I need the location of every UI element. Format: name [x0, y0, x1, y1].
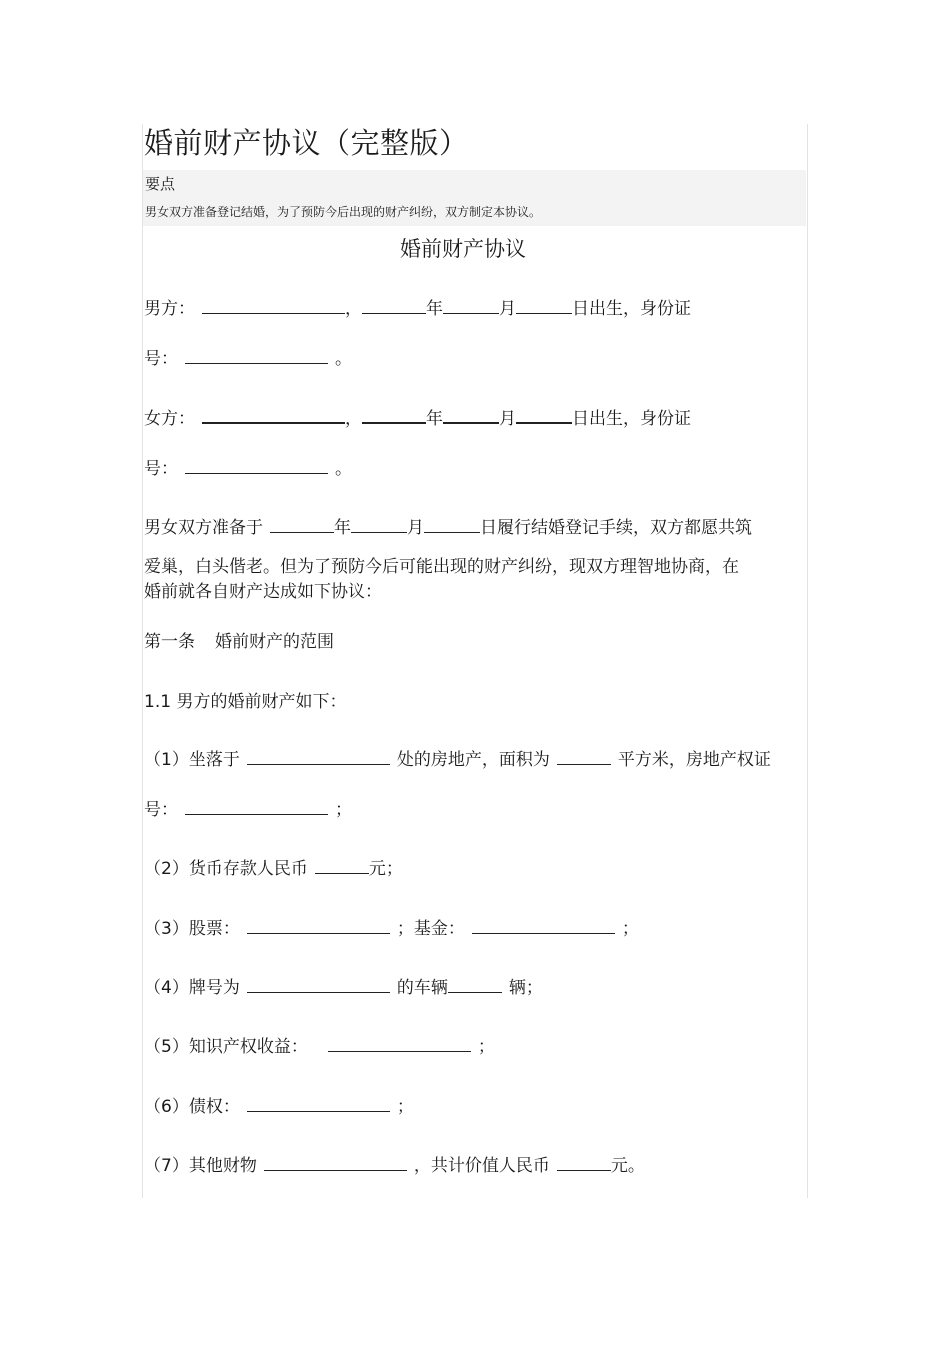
female-birth-year-blank[interactable]: [362, 406, 426, 424]
wedding-year-blank[interactable]: [270, 516, 334, 533]
male-label: 男方：: [144, 299, 195, 320]
item-4-text-b: 的车辆: [396, 978, 448, 999]
section-1-1-heading: 1.1 男方的婚前财产如下：: [144, 692, 347, 712]
other-property-blank[interactable]: [264, 1154, 407, 1171]
vehicle-count-blank[interactable]: [448, 976, 502, 993]
period: 。: [335, 459, 352, 480]
deposit-amount-blank[interactable]: [315, 857, 369, 874]
claims-blank[interactable]: [247, 1095, 390, 1112]
item-3-text-b: ；基金：: [396, 919, 465, 940]
document-title: 婚前财产协议（完整版）: [144, 126, 469, 160]
comma: ，: [345, 409, 362, 430]
item-7-text-a: （7）其他财物: [144, 1156, 257, 1177]
property-area-blank[interactable]: [557, 748, 611, 765]
month-label: 月: [499, 409, 516, 430]
period: 。: [335, 349, 352, 370]
item-2-line: [144, 857, 403, 881]
female-party-line: [144, 406, 691, 431]
born-label: 日出生，身份证: [572, 409, 691, 430]
semicolon: ；: [335, 800, 352, 821]
agreement-subtitle: 婚前财产协议: [400, 237, 526, 261]
item-1-cert-line: [144, 798, 352, 822]
item-6-text: （6）债权：: [144, 1097, 240, 1118]
article-1-title: 婚前财产的范围: [215, 632, 334, 652]
funds-blank[interactable]: [472, 917, 615, 934]
born-label: 日出生，身份证: [572, 299, 691, 320]
semicolon: ；: [477, 1037, 495, 1058]
female-id-line: [144, 457, 352, 481]
yuan-semicolon: 元；: [368, 859, 403, 880]
keypoint-text: 男女双方准备登记结婚，为了预防今后出现的财产纠纷，双方制定本协议。: [145, 205, 542, 219]
item-3-line: [144, 917, 639, 941]
item-1-text-b: 处的房地产，面积为: [396, 750, 550, 771]
month-label: 月: [499, 299, 516, 320]
property-location-blank[interactable]: [247, 748, 390, 765]
male-id-line: [144, 347, 352, 371]
item-6-line: [144, 1095, 414, 1119]
item-7-line: [144, 1154, 645, 1178]
year-label: 年: [426, 299, 443, 320]
id-label: 号：: [144, 349, 178, 370]
item-4-text-c: 辆；: [508, 978, 543, 999]
female-label: 女方：: [144, 409, 195, 430]
item-1-line: [144, 748, 771, 772]
male-id-blank[interactable]: [185, 347, 328, 364]
male-party-line: [144, 297, 691, 321]
item-3-text-a: （3）股票：: [144, 919, 240, 940]
yuan-period: 元。: [610, 1156, 645, 1177]
ip-income-blank[interactable]: [328, 1035, 471, 1052]
item-2-text: （2）货币存款人民币: [144, 859, 308, 880]
semicolon: ；: [621, 919, 639, 940]
wedding-month-blank[interactable]: [351, 516, 407, 533]
intro-text-b: 日履行结婚登记手续，双方都愿共筑: [480, 518, 752, 539]
id-label: 号：: [144, 800, 178, 821]
month-label: 月: [407, 518, 424, 539]
plate-number-blank[interactable]: [247, 976, 390, 993]
stocks-blank[interactable]: [247, 917, 390, 934]
keypoint-box: [143, 170, 806, 226]
item-1-text-c: 平方米，房地产权证: [617, 750, 771, 771]
id-label: 号：: [144, 459, 178, 480]
item-1-text-a: （1）坐落于: [144, 750, 240, 771]
item-5-text: （5）知识产权收益：: [144, 1037, 308, 1058]
male-birth-year-blank[interactable]: [362, 297, 426, 314]
property-cert-blank[interactable]: [185, 798, 328, 815]
male-name-blank[interactable]: [202, 297, 345, 314]
male-birth-day-blank[interactable]: [516, 297, 572, 314]
item-4-text-a: （4）牌号为: [144, 978, 240, 999]
intro-line-2: 爱巢，白头偕老。但为了预防今后可能出现的财产纠纷，现双方理智地协商，在: [144, 557, 739, 577]
intro-line-3: 婚前就各自财产达成如下协议：: [144, 582, 382, 602]
female-birth-month-blank[interactable]: [443, 406, 499, 424]
item-7-text-b: ，共计价值人民币: [413, 1156, 550, 1177]
female-id-blank[interactable]: [185, 457, 328, 474]
keypoint-heading: 要点: [145, 175, 176, 193]
female-birth-day-blank[interactable]: [516, 406, 572, 424]
year-label: 年: [334, 518, 351, 539]
item-5-line: [144, 1035, 495, 1059]
intro-line-1: [144, 516, 752, 540]
year-label: 年: [426, 409, 443, 430]
article-1-heading: [144, 630, 334, 654]
item-4-line: [144, 976, 543, 1000]
male-birth-month-blank[interactable]: [443, 297, 499, 314]
wedding-day-blank[interactable]: [424, 516, 480, 533]
semicolon: ；: [396, 1097, 414, 1118]
total-value-blank[interactable]: [557, 1154, 611, 1171]
article-1-number: 第一条: [144, 632, 195, 652]
female-name-blank[interactable]: [202, 406, 345, 424]
intro-text-a: 男女双方准备于: [144, 518, 263, 539]
comma: ，: [345, 299, 362, 320]
